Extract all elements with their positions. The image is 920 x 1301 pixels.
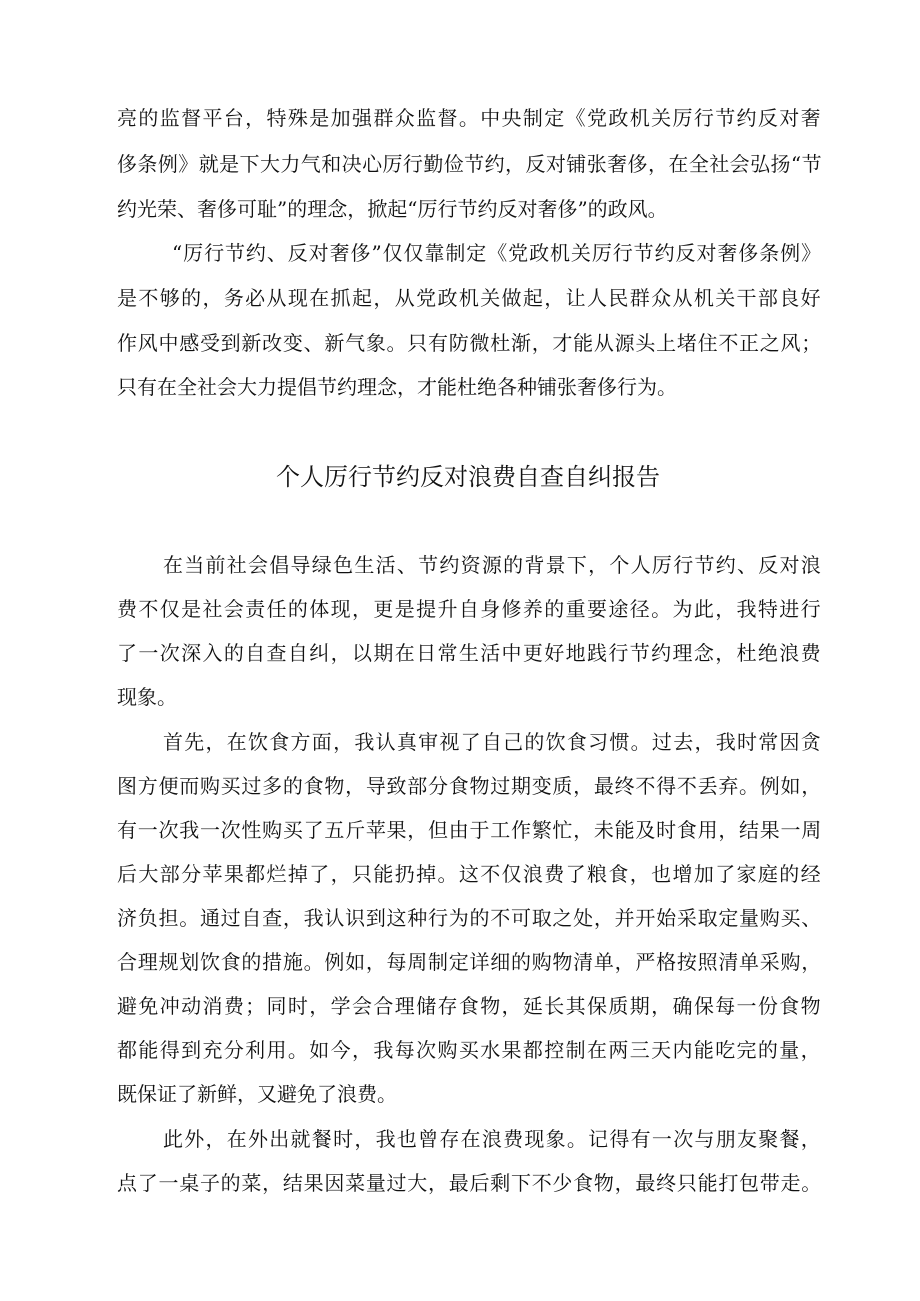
report-paragraph-1-line-1: 在当前社会倡导绿色生活、节约资源的背景下，个人厉行节约、反对浪 — [163, 553, 822, 577]
intro-line-2: 侈条例》就是下大力气和决心厉行勤俭节约，反对铺张奢侈，在全社会弘扬“节 — [117, 152, 822, 176]
report-paragraph-2-line-6: 合理规划饮食的措施。例如，每周制定详细的购物清单，严格按照清单采购， — [117, 950, 822, 974]
intro-line-3: 约光荣、奢侈可耻”的理念，掀起“厉行节约反对奢侈”的政风。 — [117, 197, 668, 221]
paragraph-2-line-4: 只有在全社会大力提倡节约理念，才能杜绝各种铺张奢侈行为。 — [117, 375, 677, 399]
report-paragraph-2-line-3: 有一次我一次性购买了五斤苹果，但由于工作繁忙，未能及时食用，结果一周 — [117, 818, 822, 842]
report-paragraph-2-line-9: 既保证了新鲜，又避免了浪费。 — [117, 1082, 397, 1106]
report-paragraph-1-line-2: 费不仅是社会责任的体现，更是提升自身修养的重要途径。为此，我特进行 — [117, 597, 823, 621]
report-paragraph-3-line-1: 此外，在外出就餐时，我也曾存在浪费现象。记得有一次与朋友聚餐， — [163, 1127, 822, 1151]
intro-line-1: 亮的监督平台，特殊是加强群众监督。中央制定《党政机关厉行节约反对奢 — [117, 106, 823, 130]
report-paragraph-1-line-3: 了一次深入的自查自纠，以期在日常生活中更好地践行节约理念，杜绝浪费 — [117, 641, 823, 665]
paragraph-2-line-2: 是不够的，务必从现在抓起，从党政机关做起，让人民群众从机关干部良好 — [117, 286, 823, 310]
report-paragraph-1-line-4: 现象。 — [117, 685, 177, 709]
report-paragraph-2-line-7: 避免冲动消费；同时，学会合理储存食物，延长其保质期，确保每一份食物 — [117, 994, 823, 1018]
report-paragraph-2-line-5: 济负担。通过自查，我认识到这种行为的不可取之处，并开始采取定量购买、 — [117, 906, 822, 930]
report-paragraph-3-line-2: 点了一桌子的菜，结果因菜量过大，最后剩下不少食物，最终只能打包带走。 — [117, 1171, 822, 1195]
report-title: 个人厉行节约反对浪费自查自纠报告 — [276, 463, 660, 491]
paragraph-2-line-3: 作风中感受到新改变、新气象。只有防微杜渐，才能从源头上堵住不正之风； — [117, 331, 822, 355]
report-paragraph-2-line-2: 图方便而购买过多的食物，导致部分食物过期变质，最终不得不丢弃。例如， — [117, 774, 822, 798]
report-paragraph-2-line-1: 首先，在饮食方面，我认真审视了自己的饮食习惯。过去，我时常因贪 — [163, 730, 822, 754]
paragraph-2-line-1: “厉行节约、反对奢侈”仅仅靠制定《党政机关厉行节约反对奢侈条例》 — [172, 241, 822, 265]
report-paragraph-2-line-8: 都能得到充分利用。如今，我每次购买水果都控制在两三天内能吃完的量， — [117, 1038, 823, 1062]
report-paragraph-2-line-4: 后大部分苹果都烂掉了，只能扔掉。这不仅浪费了粮食，也增加了家庭的经 — [117, 862, 823, 886]
